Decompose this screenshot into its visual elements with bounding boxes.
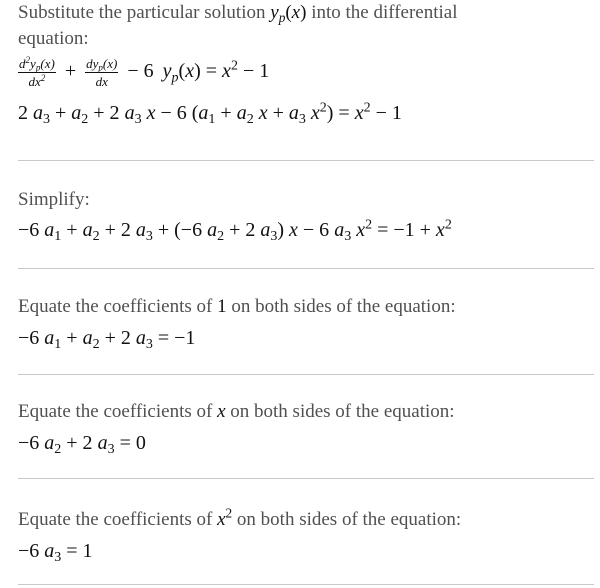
step-simplify [18,187,594,243]
equation-substituted: 2 $a_3 + a_2 + 2$ $a_3$ x − 6 ($a_1 + a_2$ $x + a_3$ $x^2) = x^2 - 1$ [18,100,402,128]
heading-text-rest: into the differential [311,2,458,23]
step-heading: Simplify: [18,189,90,210]
equation-x: −6 $a_2 + 2$ $a_3 = 0$ [18,432,146,458]
first-derivative-fraction: $\frac{dy_p(x)}{dx}$ [86,56,118,89]
equation-simplified: −6 $a_1 + a_2 + 2$ $a_3 + (-6$ $a_2 + 2$ $a_3$) x − 6 $a_3$ $x^2 = -1 + x^2$ [18,217,452,245]
heading-text-cont: equation: [18,28,89,49]
step-equate-x-squared [18,507,594,564]
second-derivative-fraction: $\frac{d^2y_p(x)}{dx^2}$ [19,55,55,89]
divider [18,374,594,375]
heading-term: x [217,401,226,422]
step-equate-constant [18,294,594,351]
step-heading [18,0,594,51]
equation-constant: −6 $a_1 + a_2 + 2$ $a_3 = -1$ [18,327,196,353]
heading-term: $x^2$ [217,505,233,530]
divider [18,160,594,161]
divider [18,584,594,585]
step-substitute [18,0,594,126]
step-equate-x [18,399,594,456]
step-heading: Equate the coefficients of $x^2$ on both sides of the equation: [18,505,462,530]
equation-x-squared: −6 $a_3 = 1$ [18,540,93,566]
heading-math: $y_p(x)$ [270,2,307,25]
step-heading: Equate the coefficients of x on both sides of the equation: [18,401,455,422]
equation-ode: $\frac{d^2y_p(x)}{dx^2}$ + $\frac{dy_p(x)}{dx}$ − 6 $y_p(x) = x^2 - 1$ [19,55,270,89]
heading-term: 1 [217,296,227,317]
divider [18,478,594,479]
step-heading: Equate the coefficients of 1 on both sides of the equation: [18,296,456,317]
divider [18,268,594,269]
heading-text: Substitute the particular solution [18,2,266,23]
